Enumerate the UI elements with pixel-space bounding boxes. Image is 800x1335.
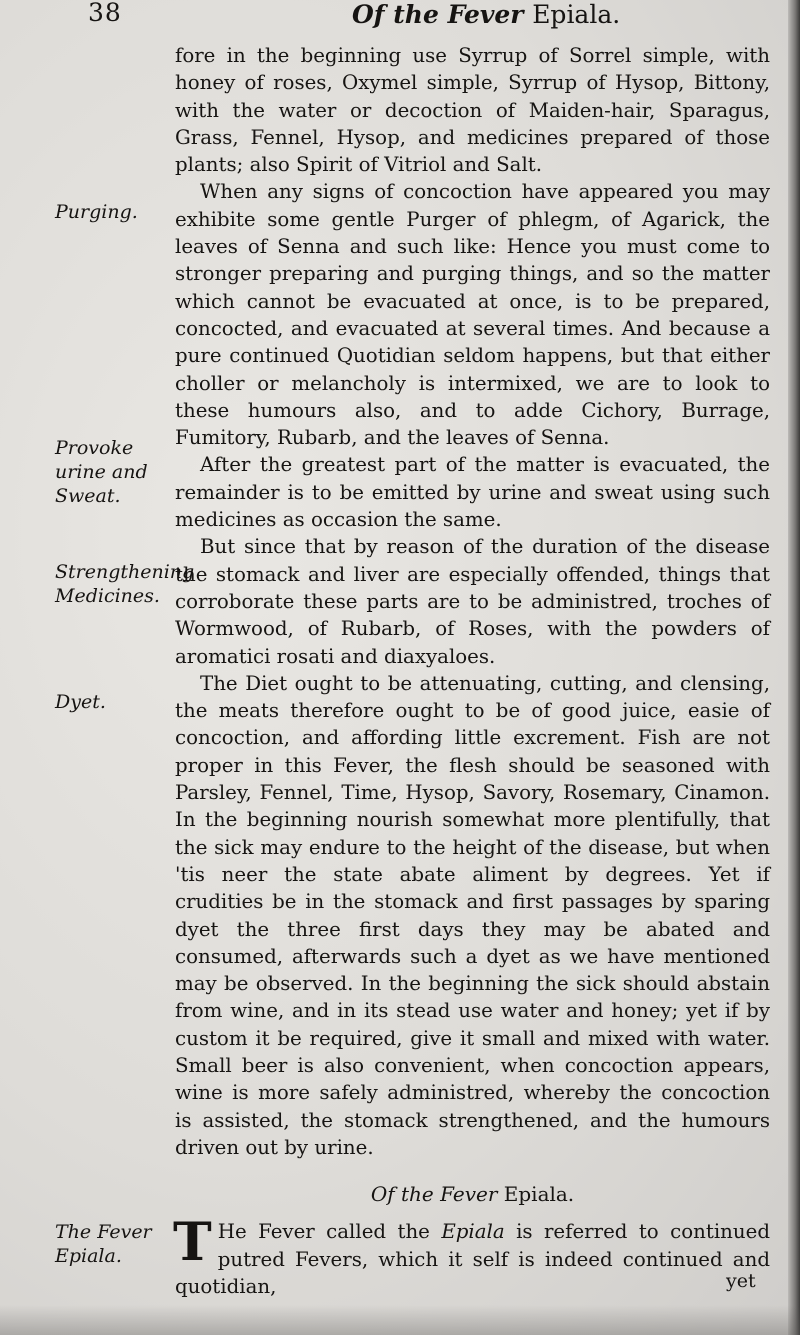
page-edge-shadow: [788, 0, 800, 1335]
text-column: [175, 42, 770, 1300]
epiala-text-italic: Epiala: [441, 1220, 505, 1244]
paragraph-purging: When any signs of concoction have appeared you may exhibite some gentle Purger of phlegm, of Agarick, the leaves of Senna and such like: Hence you must come to stronger preparing and purging things, and so the matter which cannot be evacuated at once, is to be prepared, concocted, and evacuated at several times. And because a pure continued Quotidian seldom happens, but that either choller or melancholy is intermixed, we are to look to these humours also, and to adde Cichory, Burrage, Fumitory, Rubarb, and the leaves of Senna.: [175, 180, 770, 450]
page-header: [0, 0, 800, 36]
margin-note-fever-epiala: The Fever Epiala.: [55, 1221, 152, 1267]
page-bottom-shadow: [0, 1305, 800, 1335]
margin-note-purging: Purging.: [55, 201, 138, 223]
running-head: [352, 0, 620, 29]
paragraph-provoke: After the greatest part of the matter is evacuated, the remainder is to be emitted by urine and sweat using such medicines as occasion the same.: [175, 453, 770, 532]
section-heading-italic: Of the Fever: [370, 1182, 498, 1207]
catchword: yet: [726, 1270, 756, 1292]
margin-note-provoke: Provoke urine and Sweat.: [55, 437, 148, 507]
margin-note-dyet: Dyet.: [55, 691, 106, 713]
margin-note-strengthening: Strengthening Medicines.: [55, 561, 195, 607]
epiala-text-a: He Fever called the: [217, 1220, 442, 1244]
section-heading: [175, 1181, 770, 1208]
paragraph-continued: fore in the beginning use Syrrup of Sorrel simple, with honey of roses, Oxymel simple, Syrrup of Hysop, Bittony, with the water or decoction of Maiden-hair, Sparagus, Grass, Fennel, Hysop, and medicines prepared of those plants; also Spirit of Vitriol and Salt.: [175, 44, 770, 177]
drop-cap-letter: T: [173, 1212, 212, 1274]
running-head-italic: Of the Fever: [352, 0, 524, 29]
running-head-roman: Epiala.: [532, 0, 621, 29]
page-number: 38: [88, 0, 122, 27]
paragraph-strengthening: But since that by reason of the duration of the disease the stomack and liver are especially offended, things that corroborate these parts are to be administred, troches of Wormwood, of Rubarb, of Roses, with the powders of aromatici rosati and diaxyaloes.: [175, 535, 770, 668]
paragraph-epiala: [173, 1212, 770, 1300]
section-heading-roman: Epiala.: [503, 1182, 575, 1207]
epiala-text-b: is referred to continued putred Fevers, which it self is indeed continued and quotidian,: [175, 1220, 770, 1299]
paragraph-diet: The Diet ought to be attenuating, cutting, and clensing, the meats therefore ought to be of good juice, easie of concoction, and affording little excrement. Fish are not proper in this Fever, the flesh should be seasoned with Parsley, Fennel, Time, Hysop, Savory, Rosemary, Cinamon. In the beginning nourish somewhat more plentifully, that the sick may endure to the height of the disease, but when 'tis neer the state abate aliment by degrees. Yet if crudities be in the stomack and first passages by sparing dyet the three first days they may be abated and consumed, afterwards such a dyet as we have mentioned may be observed. In the beginning the sick should abstain from wine, and in its stead use water and honey; yet if by custom it be required, give it small and mixed with water. Small beer is also convenient, when concoction appears, wine is more safely administred, whereby the concoction is assisted, the stomack strengthened, and the humours driven out by urine.: [175, 671, 770, 1159]
